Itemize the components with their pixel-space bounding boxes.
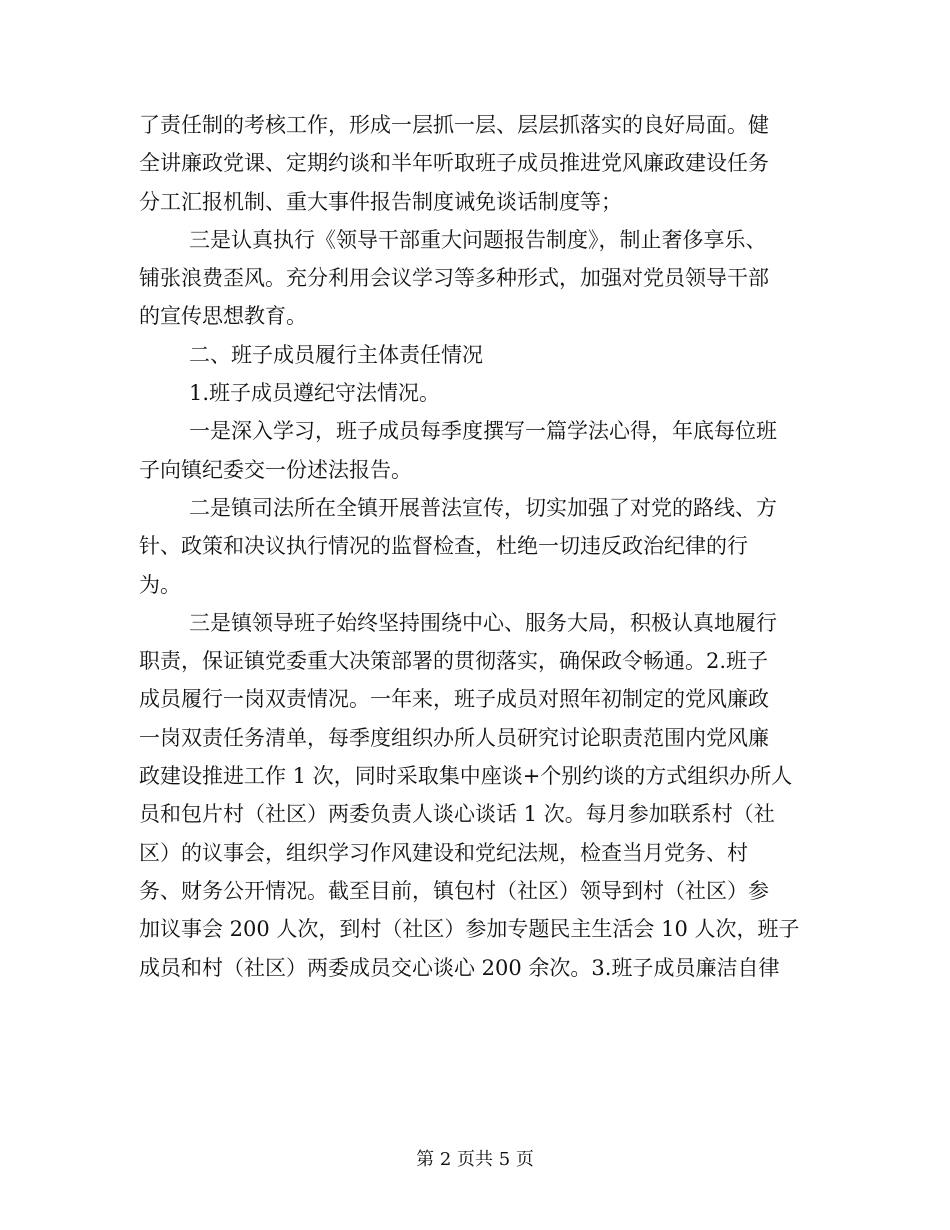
text-line: 分工汇报机制、重大事件报告制度诫免谈话制度等； (139, 189, 622, 214)
text-line: 职责，保证镇党委重大决策部署的贯彻落实，确保政令畅通。2.班子 (139, 649, 769, 674)
text-line: 政建设推进工作 1 次，同时采取集中座谈+个别约谈的方式组织办所人 (139, 764, 793, 789)
text-line: 一岗双责任务清单，每季度组织办所人员研究讨论职责范围内党风廉 (139, 725, 769, 750)
subsection-heading: 1.班子成员遵纪守法情况。 (189, 381, 441, 406)
text-line: 针、政策和决议执行情况的监督检查，杜绝一切违反政治纪律的行 (139, 534, 748, 559)
section-heading: 二、班子成员履行主体责任情况 (189, 342, 483, 367)
text-line: 务、财务公开情况。截至目前，镇包村（社区）领导到村（社区）参 (139, 878, 769, 903)
text-line: 一是深入学习，班子成员每季度撰写一篇学法心得，年底每位班 (189, 419, 777, 444)
text-line: 二是镇司法所在全镇开展普法宣传，切实加强了对党的路线、方 (189, 495, 777, 520)
text-line: 为。 (139, 572, 181, 597)
document-body (139, 106, 811, 987)
text-line: 成员履行一岗双责情况。一年来，班子成员对照年初制定的党风廉政 (139, 687, 769, 712)
text-line: 加议事会 200 人次，到村（社区）参加专题民主生活会 10 人次，班子 (139, 917, 800, 942)
text-line: 区）的议事会，组织学习作风建设和党纪法规，检查当月党务、村 (139, 840, 748, 865)
text-line: 三是镇领导班子始终坚持围绕中心、服务大局，积极认真地履行 (189, 610, 777, 635)
text-line: 员和包片村（社区）两委负责人谈心谈话 1 次。每月参加联系村（社 (139, 802, 775, 827)
text-line: 三是认真执行《领导干部重大问题报告制度》，制止奢侈享乐、 (189, 227, 767, 252)
page-number-footer: 第 2 页共 5 页 (416, 1149, 534, 1170)
text-line: 成员和村（社区）两委成员交心谈心 200 余次。3.班子成员廉洁自律 (139, 955, 780, 980)
text-line: 了责任制的考核工作，形成一层抓一层、层层抓落实的良好局面。健 (139, 113, 769, 137)
text-line: 子向镇纪委交一份述法报告。 (139, 457, 412, 482)
text-line: 的宣传思想教育。 (139, 304, 307, 329)
text-line: 全讲廉政党课、定期约谈和半年听取班子成员推进党风廉政建设任务 (139, 151, 769, 176)
text-line: 铺张浪费歪风。充分利用会议学习等多种形式，加强对党员领导干部 (139, 266, 769, 291)
